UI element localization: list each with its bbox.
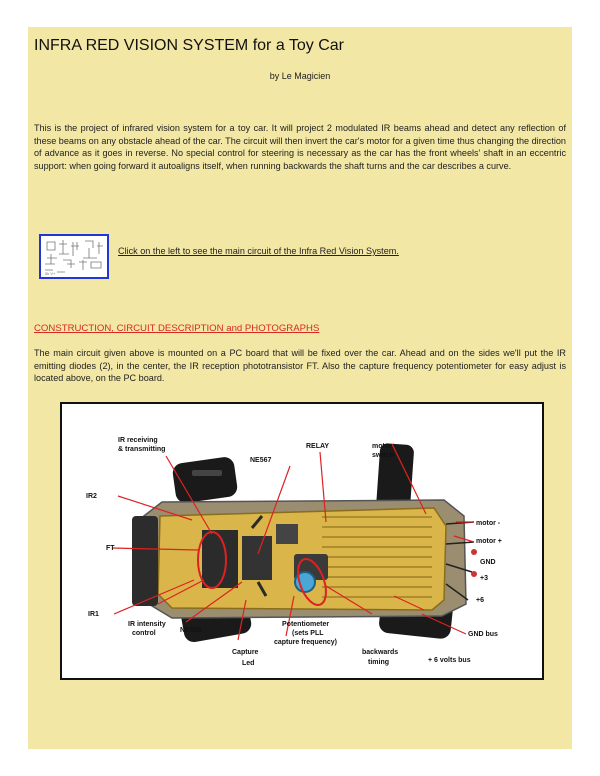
label-backwards-2: timing [368, 659, 389, 666]
label-gnd: GND [480, 559, 496, 566]
construction-paragraph: The main circuit given above is mounted on a PC board that will be fixed over the car. Ahead and on the sides we'll put the IR emitting diodes (2), in the center, the IR reception phototransistor FT. Also the capture frequency potentiometer for easy adjust is located above, on the PC board. [34, 348, 566, 384]
label-plus3: +3 [480, 575, 488, 582]
label-gnd-bus: GND bus [468, 631, 498, 638]
label-six-volts-bus: + 6 volts bus [428, 657, 471, 664]
label-potentiometer-1: Potentiometer [282, 621, 330, 628]
label-plus6: +6 [476, 597, 484, 604]
section-heading-link[interactable]: CONSTRUCTION, CIRCUIT DESCRIPTION and PHOTOGRAPHS [34, 323, 320, 334]
label-motor-switch-2: switch [372, 452, 394, 459]
label-motor-minus: motor - [476, 520, 501, 527]
label-ne555: NE555 [180, 627, 202, 634]
label-ir-intensity-1: IR intensity [128, 621, 166, 628]
circuit-thumbnail[interactable] [39, 234, 109, 279]
document-page [28, 27, 572, 749]
label-ir2: IR2 [86, 493, 97, 500]
label-ft: FT [106, 545, 115, 552]
car-photo [60, 402, 544, 680]
label-relay: RELAY [306, 443, 330, 450]
intro-paragraph: This is the project of infrared vision system for a toy car. It will project 2 modulated IR beams ahead and detect any reflection of these beams on any obstacle ahead of the car. The circuit will then invert the car's motor for a given time thus changing the direction of advance as it goes in reverse. No special control for steering is necessary as the car has the front wheels' shaft in an eccentric support: when going forward it autoaligns itself, when running backwards the shaft turns and the car describes a curve. [34, 123, 566, 171]
label-ir-intensity-2: control [132, 630, 156, 637]
label-ir-transmitting: & transmitting [118, 446, 166, 453]
label-backwards-1: backwards [362, 649, 399, 656]
svg-text:5k V+: 5k V+ [45, 271, 56, 276]
label-potentiometer-2: (sets PLL [292, 630, 324, 637]
label-potentiometer-3: capture frequency) [274, 639, 338, 646]
label-ir-receiving: IR receiving [118, 437, 158, 444]
label-ne567: NE567 [250, 457, 272, 464]
label-motor-switch-1: motor [372, 443, 392, 450]
circuit-thumbnail-icon [41, 236, 107, 277]
car-photo-illustration [62, 404, 542, 678]
circuit-link[interactable]: Click on the left to see the main circuit of the Infra Red Vision System. [118, 246, 399, 256]
label-motor-plus: motor + [476, 538, 502, 545]
label-ir1: IR1 [88, 611, 99, 618]
page-title: INFRA RED VISION SYSTEM for a Toy Car [34, 37, 344, 54]
label-capture-led-1: Capture [232, 649, 259, 656]
label-capture-led-2: Led [242, 660, 255, 667]
author-byline: by Le Magicien [269, 71, 331, 81]
